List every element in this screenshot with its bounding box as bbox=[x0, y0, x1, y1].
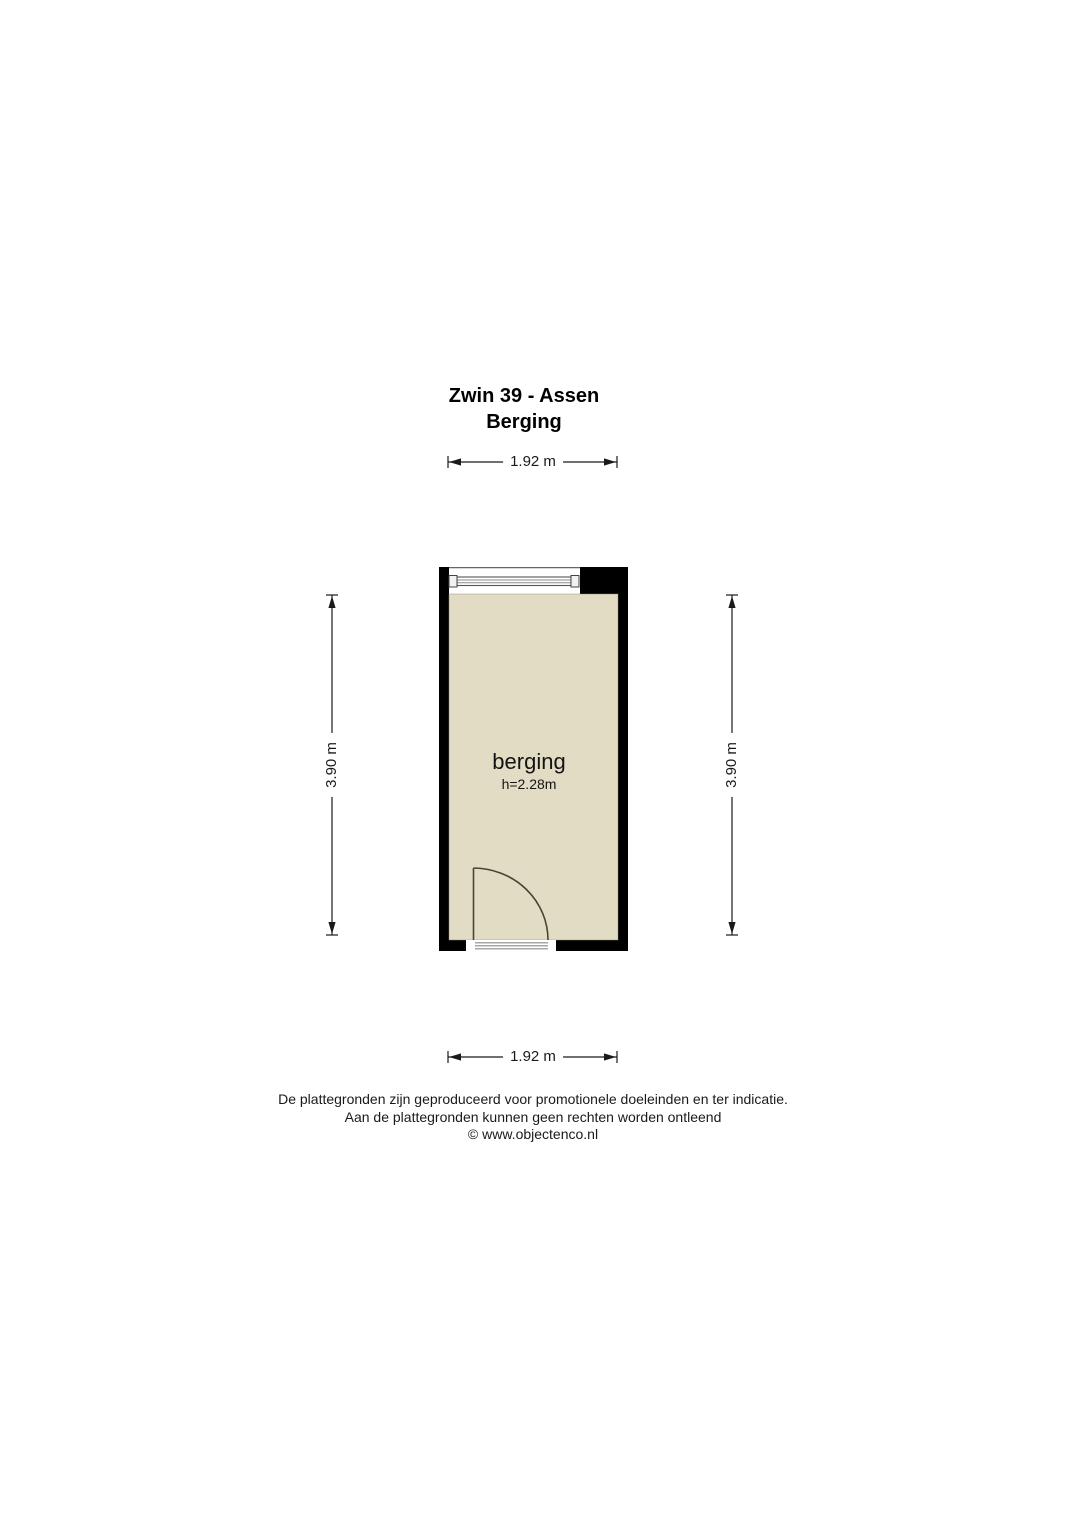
arrow-up-icon bbox=[328, 596, 335, 608]
door-opening bbox=[466, 940, 556, 951]
dimension-label-top: 1.92 m bbox=[503, 453, 563, 471]
disclaimer-copyright: © www.objectenco.nl bbox=[467, 1126, 599, 1142]
disclaimer-line-1: De plattegronden zijn geproduceerd voor promotionele doeleinden en ter indicatie. bbox=[278, 1091, 788, 1107]
arrow-down-icon bbox=[328, 922, 335, 934]
title-floor: Berging bbox=[486, 411, 562, 433]
disclaimer-line-2: Aan de plattegronden kunnen geen rechten worden ontleend bbox=[344, 1108, 722, 1125]
dimension-label-right: 3.90 m bbox=[722, 733, 742, 797]
title-address: Zwin 39 - Assen bbox=[448, 385, 600, 407]
disclaimer bbox=[133, 1091, 933, 1144]
dimension-label-left: 3.90 m bbox=[322, 733, 342, 797]
room-ceiling-height: h=2.28m bbox=[501, 776, 557, 792]
arrow-down-icon bbox=[728, 922, 735, 934]
page-title bbox=[274, 383, 774, 435]
arrow-left-icon bbox=[449, 458, 461, 465]
arrow-left-icon bbox=[449, 1053, 461, 1060]
arrow-right-icon bbox=[604, 1053, 616, 1060]
arrow-right-icon bbox=[604, 458, 616, 465]
arrow-up-icon bbox=[728, 596, 735, 608]
room-label bbox=[379, 749, 679, 793]
dimension-label-bottom: 1.92 m bbox=[503, 1048, 563, 1066]
room-name: berging bbox=[492, 749, 566, 774]
window-icon bbox=[449, 576, 579, 588]
